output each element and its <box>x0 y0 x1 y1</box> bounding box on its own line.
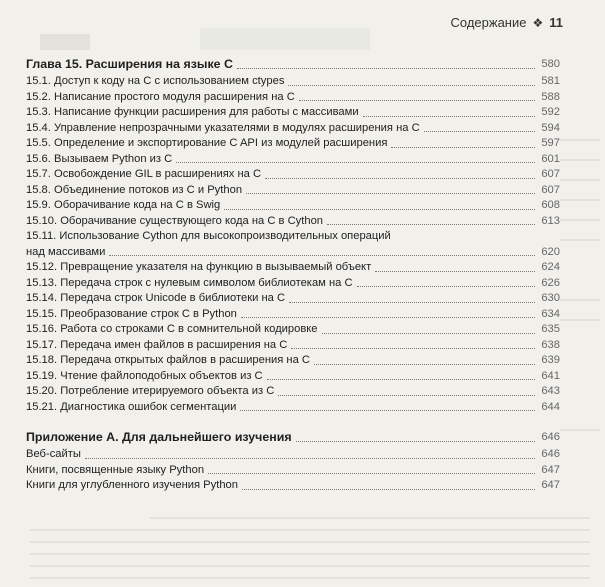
entry-title: Книги для углубленного изучения Python <box>26 479 238 491</box>
dot-leader <box>176 162 535 163</box>
dot-leader <box>424 131 535 132</box>
entry-title: 15.19. Чтение файлоподобных объектов из C <box>26 369 263 382</box>
entry-page: 608 <box>541 199 560 211</box>
toc-entry-15-19[interactable] <box>26 369 560 385</box>
toc-entry-15-9[interactable] <box>26 198 560 214</box>
dot-leader <box>375 271 535 272</box>
toc-entry-a-3[interactable] <box>26 478 560 494</box>
entry-title: Книги, посвященные языку Python <box>26 463 205 476</box>
toc-entry-15-11[interactable] <box>26 229 560 245</box>
entry-title: 15.21. Диагностика ошибок сегментации <box>26 400 237 413</box>
toc-chapter-15[interactable] <box>26 55 560 73</box>
dot-leader <box>322 333 535 334</box>
dot-leader <box>391 147 535 148</box>
toc-entry-15-10[interactable] <box>26 214 560 230</box>
dot-leader <box>246 193 535 194</box>
dot-leader <box>289 302 535 303</box>
dot-leader <box>265 178 535 179</box>
toc-appendix-a[interactable] <box>26 428 560 446</box>
entry-title: 15.20. Потребление итерируемого объекта из C <box>26 385 275 397</box>
dot-leader <box>296 441 535 442</box>
entry-title: 15.18. Передача открытых файлов в расширения на C <box>26 354 311 366</box>
toc-entry-15-6[interactable] <box>26 152 560 168</box>
toc-entry-a-1[interactable] <box>26 447 560 463</box>
dot-leader <box>208 473 535 474</box>
entry-page: 613 <box>541 214 560 227</box>
toc-entry-15-7[interactable] <box>26 167 560 183</box>
page-number: 11 <box>549 15 563 30</box>
toc-entry-15-17[interactable] <box>26 338 560 354</box>
toc-entry-15-21[interactable] <box>26 400 560 416</box>
entry-page: 601 <box>541 152 560 165</box>
entry-page: 644 <box>541 400 560 413</box>
entry-page: 588 <box>541 90 560 103</box>
table-of-contents <box>26 55 560 494</box>
toc-entry-15-13[interactable] <box>26 276 560 292</box>
entry-page: 624 <box>541 261 560 273</box>
toc-entry-15-20[interactable] <box>26 384 560 400</box>
dot-leader <box>327 224 535 225</box>
entry-title: 15.14. Передача строк Unicode в библиотеки на C <box>26 292 286 304</box>
dot-leader <box>224 209 535 210</box>
entry-page: 594 <box>541 121 560 134</box>
toc-entry-a-2[interactable] <box>26 463 560 479</box>
dot-leader <box>299 100 535 101</box>
entry-page: 643 <box>541 385 560 397</box>
diamond-ornament-icon: ❖ <box>532 15 544 30</box>
dot-leader <box>109 255 535 256</box>
entry-title: 15.6. Вызываем Python из C <box>26 152 173 165</box>
entry-page: 639 <box>541 354 560 366</box>
entry-title: 15.4. Управление непрозрачными указателями в модулях расширения на C <box>26 121 420 134</box>
appendix-title: Приложение A. Для дальнейшего изучения <box>26 430 292 444</box>
toc-entry-15-3[interactable] <box>26 105 560 121</box>
toc-entry-15-14[interactable] <box>26 291 560 307</box>
entry-title: 15.12. Превращение указателя на функцию в вызываемый объект <box>26 261 372 273</box>
dot-leader <box>242 489 535 490</box>
entry-title: 15.7. Освобождение GIL в расширениях на C <box>26 168 262 180</box>
entry-title: 15.2. Написание простого модуля расширения на C <box>26 90 295 103</box>
appendix-page: 646 <box>541 431 560 443</box>
running-header <box>451 15 564 30</box>
dot-leader <box>291 348 535 349</box>
chapter-title: Глава 15. Расширения на языке C <box>26 57 233 71</box>
entry-page: 641 <box>541 369 560 382</box>
entry-title: 15.15. Преобразование строк C в Python <box>26 307 237 320</box>
toc-entry-15-15[interactable] <box>26 307 560 323</box>
entry-page: 647 <box>541 479 560 491</box>
toc-entry-15-4[interactable] <box>26 121 560 137</box>
entry-title: 15.17. Передача имен файлов в расширения на C <box>26 338 288 351</box>
entry-title: 15.10. Оборачивание существующего кода на C в Cython <box>26 214 324 227</box>
dot-leader <box>237 68 535 69</box>
dot-leader <box>363 116 535 117</box>
toc-entry-15-5[interactable] <box>26 136 560 152</box>
entry-title-line1: 15.11. Использование Cython для высокопроизводительных операций <box>26 230 391 242</box>
dot-leader <box>288 85 535 86</box>
section-gap <box>26 415 560 428</box>
dot-leader <box>357 286 535 287</box>
dot-leader <box>267 379 535 380</box>
section-title: Содержание <box>450 15 527 30</box>
toc-entry-15-11-continued[interactable] <box>26 245 560 261</box>
entry-page: 647 <box>541 463 560 476</box>
entry-title: 15.3. Написание функции расширения для работы с массивами <box>26 106 359 118</box>
dot-leader <box>240 410 535 411</box>
entry-title: 15.1. Доступ к коду на C с использованием ctypes <box>26 75 285 87</box>
dot-leader <box>241 317 535 318</box>
entry-title: 15.9. Оборачивание кода на C в Swig <box>26 199 221 211</box>
dot-leader <box>85 458 535 459</box>
toc-entry-15-18[interactable] <box>26 353 560 369</box>
entry-page: 607 <box>541 168 560 180</box>
entry-page: 581 <box>541 75 560 87</box>
dot-leader <box>278 395 535 396</box>
toc-entry-15-2[interactable] <box>26 90 560 106</box>
dot-leader <box>314 364 535 365</box>
entry-title: Веб-сайты <box>26 448 81 460</box>
entry-page: 635 <box>541 323 560 335</box>
toc-entry-15-12[interactable] <box>26 260 560 276</box>
entry-page: 638 <box>541 338 560 351</box>
entry-page: 630 <box>541 292 560 304</box>
chapter-page: 580 <box>541 58 560 70</box>
entry-title: 15.5. Определение и экспортирование C API из модулей расширения <box>26 137 388 149</box>
entry-page: 626 <box>541 276 560 289</box>
entry-page: 634 <box>541 307 560 320</box>
entry-page: 607 <box>541 183 560 196</box>
entry-title-line2: над массивами <box>26 245 106 258</box>
toc-entry-15-16[interactable] <box>26 322 560 338</box>
entry-title: 15.13. Передача строк с нулевым символом библиотекам на C <box>26 276 353 289</box>
entry-page: 597 <box>541 137 560 149</box>
toc-entry-15-1[interactable] <box>26 74 560 90</box>
entry-title: 15.16. Работа со строками C в сомнительной кодировке <box>26 323 318 335</box>
entry-page: 646 <box>541 448 560 460</box>
entry-page: 620 <box>541 245 560 258</box>
toc-entry-15-8[interactable] <box>26 183 560 199</box>
entry-title: 15.8. Объединение потоков из C и Python <box>26 183 243 196</box>
entry-page: 592 <box>541 106 560 118</box>
